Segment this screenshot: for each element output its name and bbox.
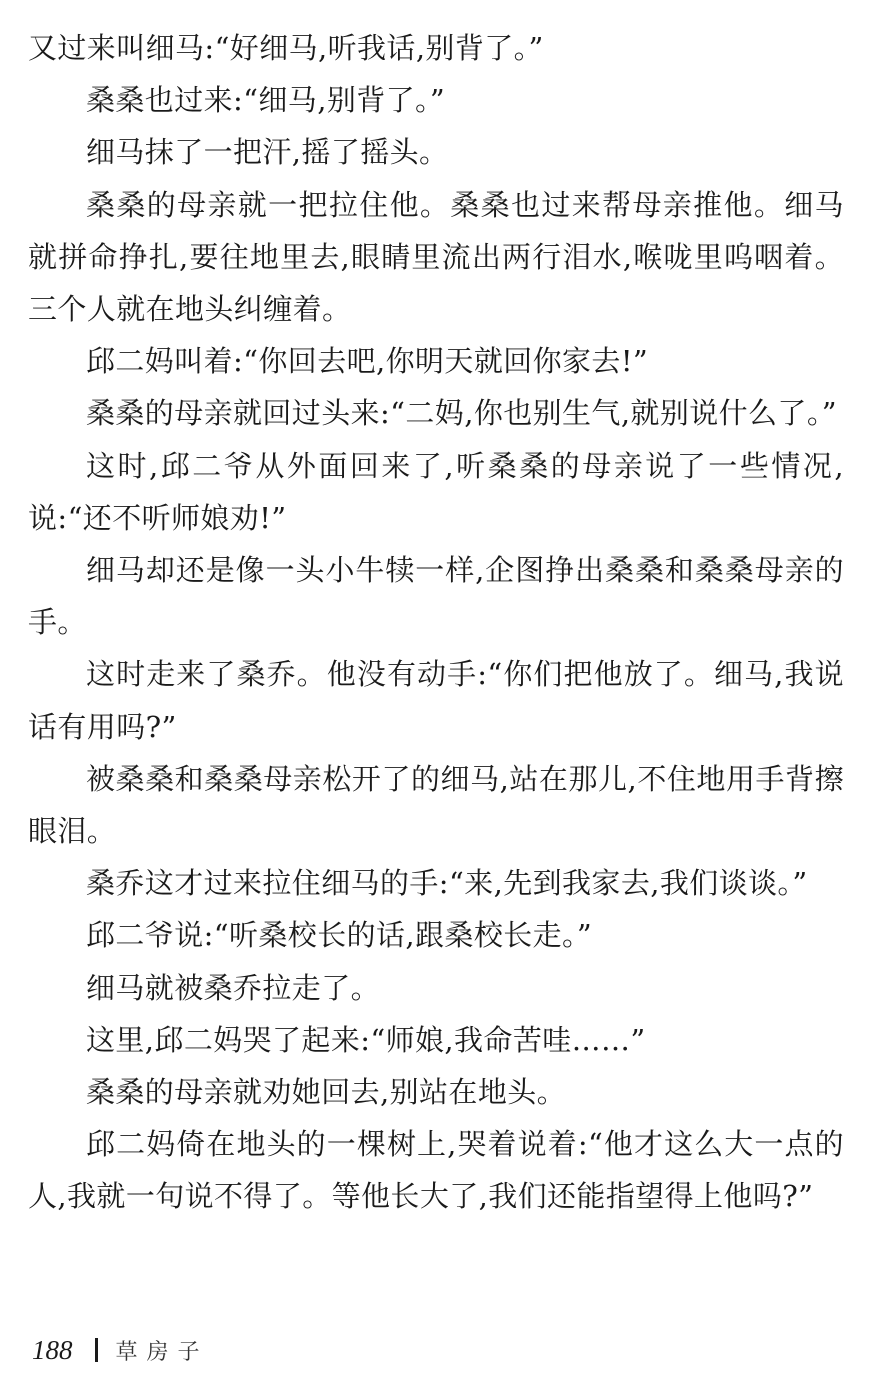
paragraph: 细马却还是像一头小牛犊一样,企图挣出桑桑和桑桑母亲的手。 <box>28 553 844 640</box>
footer-divider <box>95 1338 98 1362</box>
page-footer <box>32 1330 209 1370</box>
running-book-title: 草房子 <box>115 1339 209 1365</box>
paragraph: 邱二爷说:“听桑校长的话,跟桑校长走。” <box>86 918 593 953</box>
page-body-text <box>28 22 844 1223</box>
paragraph: 细马就被桑乔拉走了。 <box>86 970 381 1005</box>
paragraph: 这时,邱二爷从外面回来了,听桑桑的母亲说了一些情况,说:“还不听师娘劝!” <box>28 448 844 535</box>
paragraph: 桑桑也过来:“细马,别背了。” <box>86 83 446 118</box>
page-number: 188 <box>32 1334 73 1365</box>
paragraph: 邱二妈倚在地头的一棵树上,哭着说着:“他才这么大一点的人,我就一句说不得了。等他长大了,我们还能指望得上他吗?” <box>28 1127 844 1214</box>
paragraph: 这里,邱二妈哭了起来:“师娘,我命苦哇……” <box>86 1022 646 1057</box>
paragraph: 桑桑的母亲就一把拉住他。桑桑也过来帮母亲推他。细马就拼命挣扎,要往地里去,眼睛里流出两行泪水,喉咙里呜咽着。三个人就在地头纠缠着。 <box>28 187 844 327</box>
paragraph: 这时走来了桑乔。他没有动手:“你们把他放了。细马,我说话有用吗?” <box>28 657 844 744</box>
paragraph: 细马抹了一把汗,摇了摇头。 <box>86 135 449 170</box>
paragraph: 被桑桑和桑桑母亲松开了的细马,站在那儿,不住地用手背擦眼泪。 <box>28 761 844 849</box>
paragraph: 又过来叫细马:“好细马,听我话,别背了。” <box>28 31 544 65</box>
paragraph: 桑乔这才过来拉住细马的手:“来,先到我家去,我们谈谈。” <box>86 866 808 901</box>
paragraph: 桑桑的母亲就回过头来:“二妈,你也别生气,就别说什么了。” <box>86 396 837 431</box>
paragraph: 桑桑的母亲就劝她回去,别站在地头。 <box>86 1075 567 1110</box>
paragraph: 邱二妈叫着:“你回去吧,你明天就回你家去!” <box>86 344 649 379</box>
